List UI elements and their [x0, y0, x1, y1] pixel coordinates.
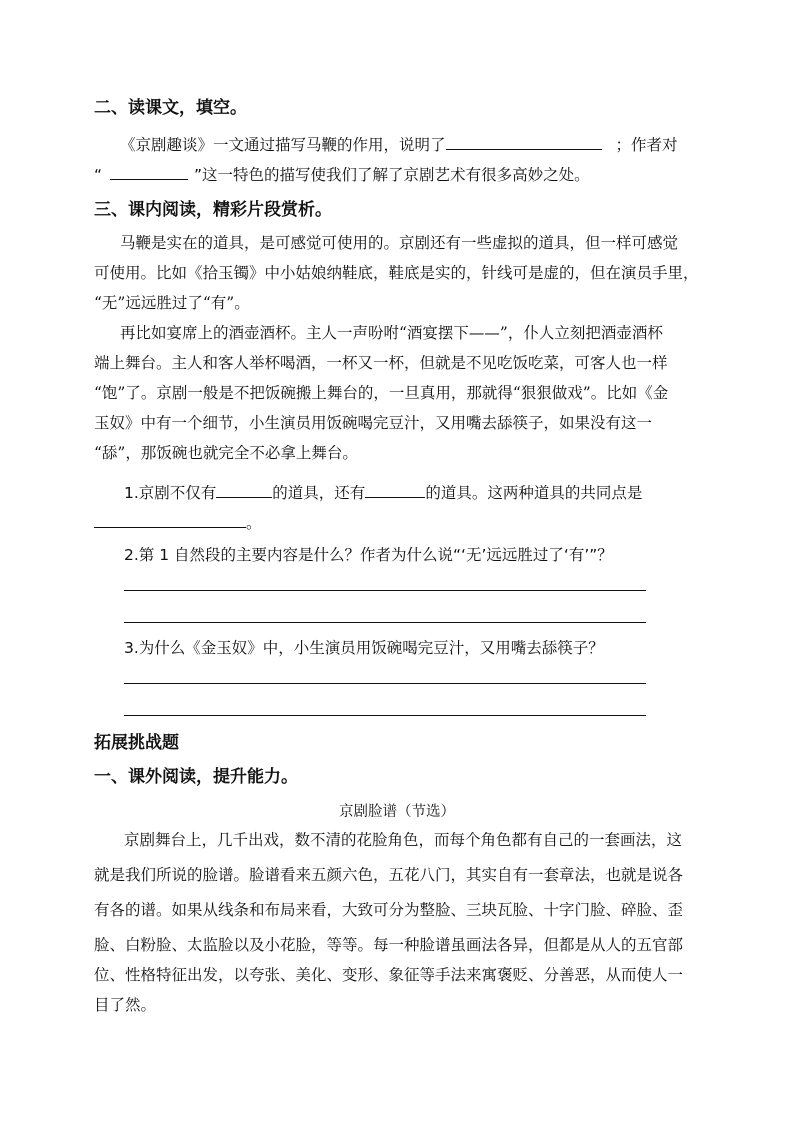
answer-blank[interactable]: [216, 481, 272, 498]
section-2-line-2-text-b: ”这一特色的描写使我们了解了京剧艺术有很多高妙之处。: [194, 166, 590, 184]
extension-sub-heading: 一、课外阅读，提升能力。: [94, 767, 298, 787]
answer-blank[interactable]: [446, 133, 602, 150]
answer-line[interactable]: [124, 622, 646, 623]
passage-line: 有各的谱。如果从线条和布局来看，大致可分为整脸、三块瓦脸、十字门脸、碎脸、歪: [94, 901, 684, 919]
passage-line: 目了然。: [94, 996, 157, 1014]
section-2-line-2: [94, 163, 590, 186]
answer-line[interactable]: [124, 715, 646, 716]
question-1-text-c: 的道具。这两种道具的共同点是: [425, 484, 643, 502]
extension-heading: 拓展挑战题: [94, 733, 179, 753]
passage-line: “舔”，那饭碗也就完全不必拿上舞台。: [94, 444, 358, 462]
answer-blank[interactable]: [94, 511, 246, 528]
section-2-heading: 二、读课文，填空。: [94, 98, 247, 118]
passage-line: 端上舞台。主人和客人举杯喝酒，一杯又一杯，但就是不见吃饭吃菜，可客人也一样: [94, 354, 668, 372]
answer-line[interactable]: [124, 590, 646, 591]
question-3: 3.为什么《金玉奴》中，小生演员用饭碗喝完豆汁，又用嘴去舔筷子？: [124, 639, 604, 657]
passage-line: 马鞭是实在的道具，是可感觉可使用的。京剧还有一些虚拟的道具，但一样可感觉: [120, 234, 679, 252]
passage-line: 京剧舞台上，几千出戏，数不清的花脸角色，而每个角色都有自己的一套画法，这: [124, 831, 683, 849]
question-1-continuation: [94, 511, 262, 534]
section-2-line-2-text-a: “: [94, 166, 103, 184]
answer-blank[interactable]: [365, 481, 425, 498]
passage-line: 可使用。比如《拾玉镯》中小姑娘纳鞋底，鞋底是实的，针线可是虚的，但在演员手里，: [94, 264, 699, 282]
passage-line: “饱”了。京剧一般是不把饭碗搬上舞台的，一旦真用，那就得“狠狠做戏”。比如《金: [94, 384, 669, 402]
answer-line[interactable]: [124, 683, 646, 684]
passage-line: 脸、白粉脸、太监脸以及小花脸，等等。每一种脸谱虽画法各异，但都是从人的五官部: [94, 936, 684, 954]
question-2: 2.第 1 自然段的主要内容是什么？作者为什么说“‘无’远远胜过了‘有’”？: [124, 546, 613, 564]
answer-blank[interactable]: [110, 163, 188, 180]
passage-line: 玉奴》中有一个细节，小生演员用饭碗喝完豆汁，又用嘴去舔筷子，如果没有这一: [94, 414, 653, 432]
question-1: [124, 481, 642, 504]
section-2-line-1: [120, 133, 678, 156]
section-2-line-1-text-a: 《京剧趣谈》一文通过描写马鞭的作用，说明了: [120, 136, 446, 154]
question-1-text-d: 。: [246, 514, 262, 532]
section-2-line-1-text-b: ；作者对: [615, 136, 678, 154]
section-3-heading: 三、课内阅读，精彩片段赏析。: [94, 200, 332, 220]
passage-line: “无”远远胜过了“有”。: [94, 294, 250, 312]
passage-line: 就是我们所说的脸谱。脸谱看来五颜六色，五花八门，其实自有一套章法，也就是说各: [94, 866, 684, 884]
passage-line: 位、性格特征出发，以夸张、美化、变形、象征等手法来寓褒贬、分善恶，从而使人一: [94, 966, 684, 984]
question-1-text-a: 1.京剧不仅有: [124, 484, 217, 502]
passage-line: 再比如宴席上的酒壶酒杯。主人一声吩咐“酒宴摆下——”，仆人立刻把酒壶酒杯: [120, 324, 663, 342]
question-1-text-b: 的道具，还有: [272, 484, 366, 502]
passage-title: 京剧脸谱（节选）: [339, 804, 455, 820]
